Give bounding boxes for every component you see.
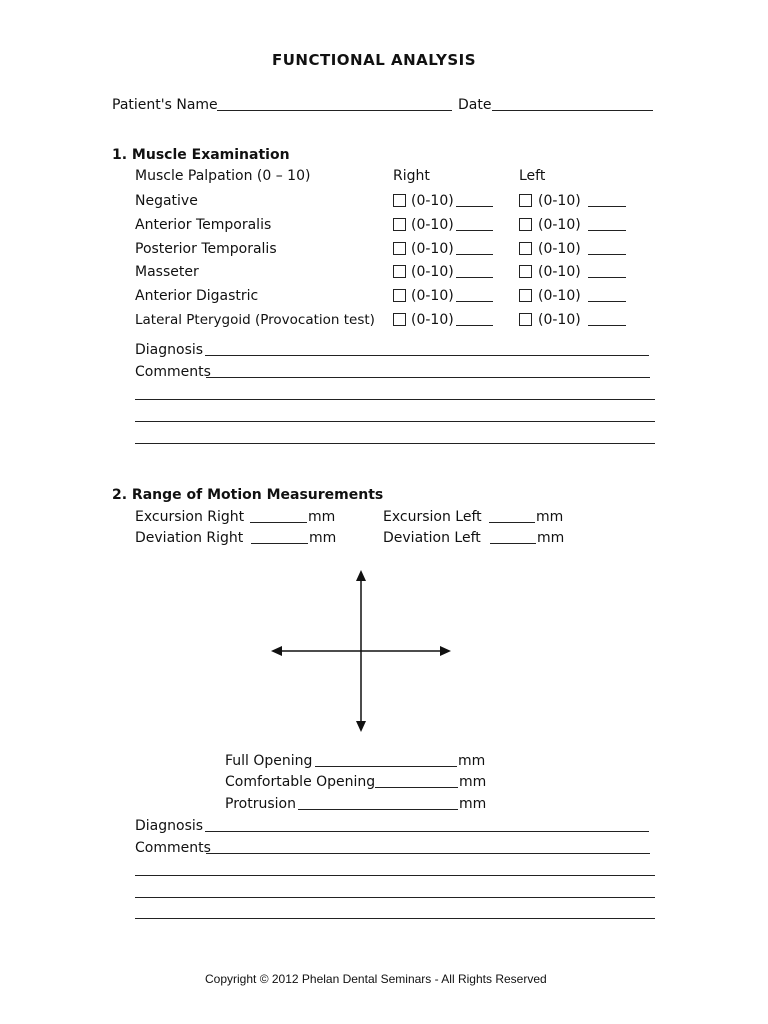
right-score-field[interactable] <box>456 301 493 302</box>
patient-name-field[interactable] <box>217 110 452 111</box>
page-title: FUNCTIONAL ANALYSIS <box>272 51 477 69</box>
left-score-field[interactable] <box>588 325 626 326</box>
left-checkbox[interactable] <box>519 289 532 302</box>
deviation-right-field[interactable] <box>251 543 308 544</box>
left-score-field[interactable] <box>588 230 626 231</box>
muscle-row-label: Negative <box>135 193 198 209</box>
deviation-right-unit: mm <box>309 530 337 546</box>
section1-comments-label: Comments <box>135 364 211 380</box>
left-column-header: Left <box>519 168 546 184</box>
arrow-down-icon <box>356 721 366 732</box>
date-label: Date <box>458 97 492 113</box>
right-score-field[interactable] <box>456 277 493 278</box>
left-score-field[interactable] <box>588 254 626 255</box>
left-scale-text: (0-10) <box>538 241 581 257</box>
right-score-field[interactable] <box>456 325 493 326</box>
left-scale-text: (0-10) <box>538 312 581 328</box>
deviation-left-label: Deviation Left <box>383 530 481 546</box>
palpation-label: Muscle Palpation (0 – 10) <box>135 168 311 184</box>
excursion-right-unit: mm <box>308 509 336 525</box>
right-scale-text: (0-10) <box>411 312 454 328</box>
section2-comments-label: Comments <box>135 840 211 856</box>
section2-diagnosis-field[interactable] <box>205 831 649 832</box>
patient-name-label: Patient's Name <box>112 97 218 113</box>
arrow-right-icon <box>440 646 451 656</box>
right-checkbox[interactable] <box>393 265 406 278</box>
right-score-field[interactable] <box>456 230 493 231</box>
left-checkbox[interactable] <box>519 265 532 278</box>
arrow-left-icon <box>271 646 282 656</box>
muscle-row-label: Lateral Pterygoid (Provocation test) <box>135 312 375 328</box>
arrow-up-icon <box>356 570 366 581</box>
right-checkbox[interactable] <box>393 218 406 231</box>
range-of-motion-cross-diagram <box>260 560 460 740</box>
excursion-right-label: Excursion Right <box>135 509 245 525</box>
full-opening-unit: mm <box>458 753 486 769</box>
right-checkbox[interactable] <box>393 289 406 302</box>
section1-heading: 1. Muscle Examination <box>112 147 290 163</box>
deviation-left-unit: mm <box>537 530 565 546</box>
section1-diagnosis-field[interactable] <box>205 355 649 356</box>
full-opening-label: Full Opening <box>225 753 313 769</box>
right-checkbox[interactable] <box>393 242 406 255</box>
left-checkbox[interactable] <box>519 313 532 326</box>
right-column-header: Right <box>393 168 430 184</box>
comfortable-opening-label: Comfortable Opening <box>225 774 376 790</box>
left-checkbox[interactable] <box>519 194 532 207</box>
comfortable-opening-unit: mm <box>459 774 487 790</box>
muscle-row-label: Posterior Temporalis <box>135 241 277 257</box>
excursion-left-field[interactable] <box>489 522 535 523</box>
right-scale-text: (0-10) <box>411 193 454 209</box>
section2-comments-line[interactable] <box>135 897 655 898</box>
left-checkbox[interactable] <box>519 242 532 255</box>
section2-comments-field[interactable] <box>206 853 650 854</box>
section1-diagnosis-label: Diagnosis <box>135 342 204 358</box>
left-score-field[interactable] <box>588 206 626 207</box>
right-scale-text: (0-10) <box>411 288 454 304</box>
muscle-row-label: Masseter <box>135 264 199 280</box>
section1-comments-line[interactable] <box>135 399 655 400</box>
section1-comments-field[interactable] <box>206 377 650 378</box>
section1-comments-line[interactable] <box>135 421 655 422</box>
right-score-field[interactable] <box>456 254 493 255</box>
right-score-field[interactable] <box>456 206 493 207</box>
left-scale-text: (0-10) <box>538 288 581 304</box>
section2-heading: 2. Range of Motion Measurements <box>112 487 384 503</box>
section2-comments-line[interactable] <box>135 918 655 919</box>
full-opening-field[interactable] <box>315 766 457 767</box>
protrusion-field[interactable] <box>298 809 458 810</box>
section2-diagnosis-label: Diagnosis <box>135 818 204 834</box>
excursion-left-label: Excursion Left <box>383 509 482 525</box>
left-scale-text: (0-10) <box>538 217 581 233</box>
right-scale-text: (0-10) <box>411 264 454 280</box>
date-field[interactable] <box>492 110 653 111</box>
right-scale-text: (0-10) <box>411 241 454 257</box>
protrusion-label: Protrusion <box>225 796 296 812</box>
copyright-footer: Copyright © 2012 Phelan Dental Seminars - All Rights Reserved <box>205 972 547 986</box>
deviation-left-field[interactable] <box>490 543 536 544</box>
excursion-left-unit: mm <box>536 509 564 525</box>
left-scale-text: (0-10) <box>538 264 581 280</box>
deviation-right-label: Deviation Right <box>135 530 244 546</box>
excursion-right-field[interactable] <box>250 522 307 523</box>
comfortable-opening-field[interactable] <box>375 787 458 788</box>
left-scale-text: (0-10) <box>538 193 581 209</box>
section1-comments-line[interactable] <box>135 443 655 444</box>
protrusion-unit: mm <box>459 796 487 812</box>
left-score-field[interactable] <box>588 277 626 278</box>
section2-comments-line[interactable] <box>135 875 655 876</box>
left-checkbox[interactable] <box>519 218 532 231</box>
right-scale-text: (0-10) <box>411 217 454 233</box>
left-score-field[interactable] <box>588 301 626 302</box>
right-checkbox[interactable] <box>393 194 406 207</box>
right-checkbox[interactable] <box>393 313 406 326</box>
muscle-row-label: Anterior Temporalis <box>135 217 272 233</box>
muscle-row-label: Anterior Digastric <box>135 288 259 304</box>
